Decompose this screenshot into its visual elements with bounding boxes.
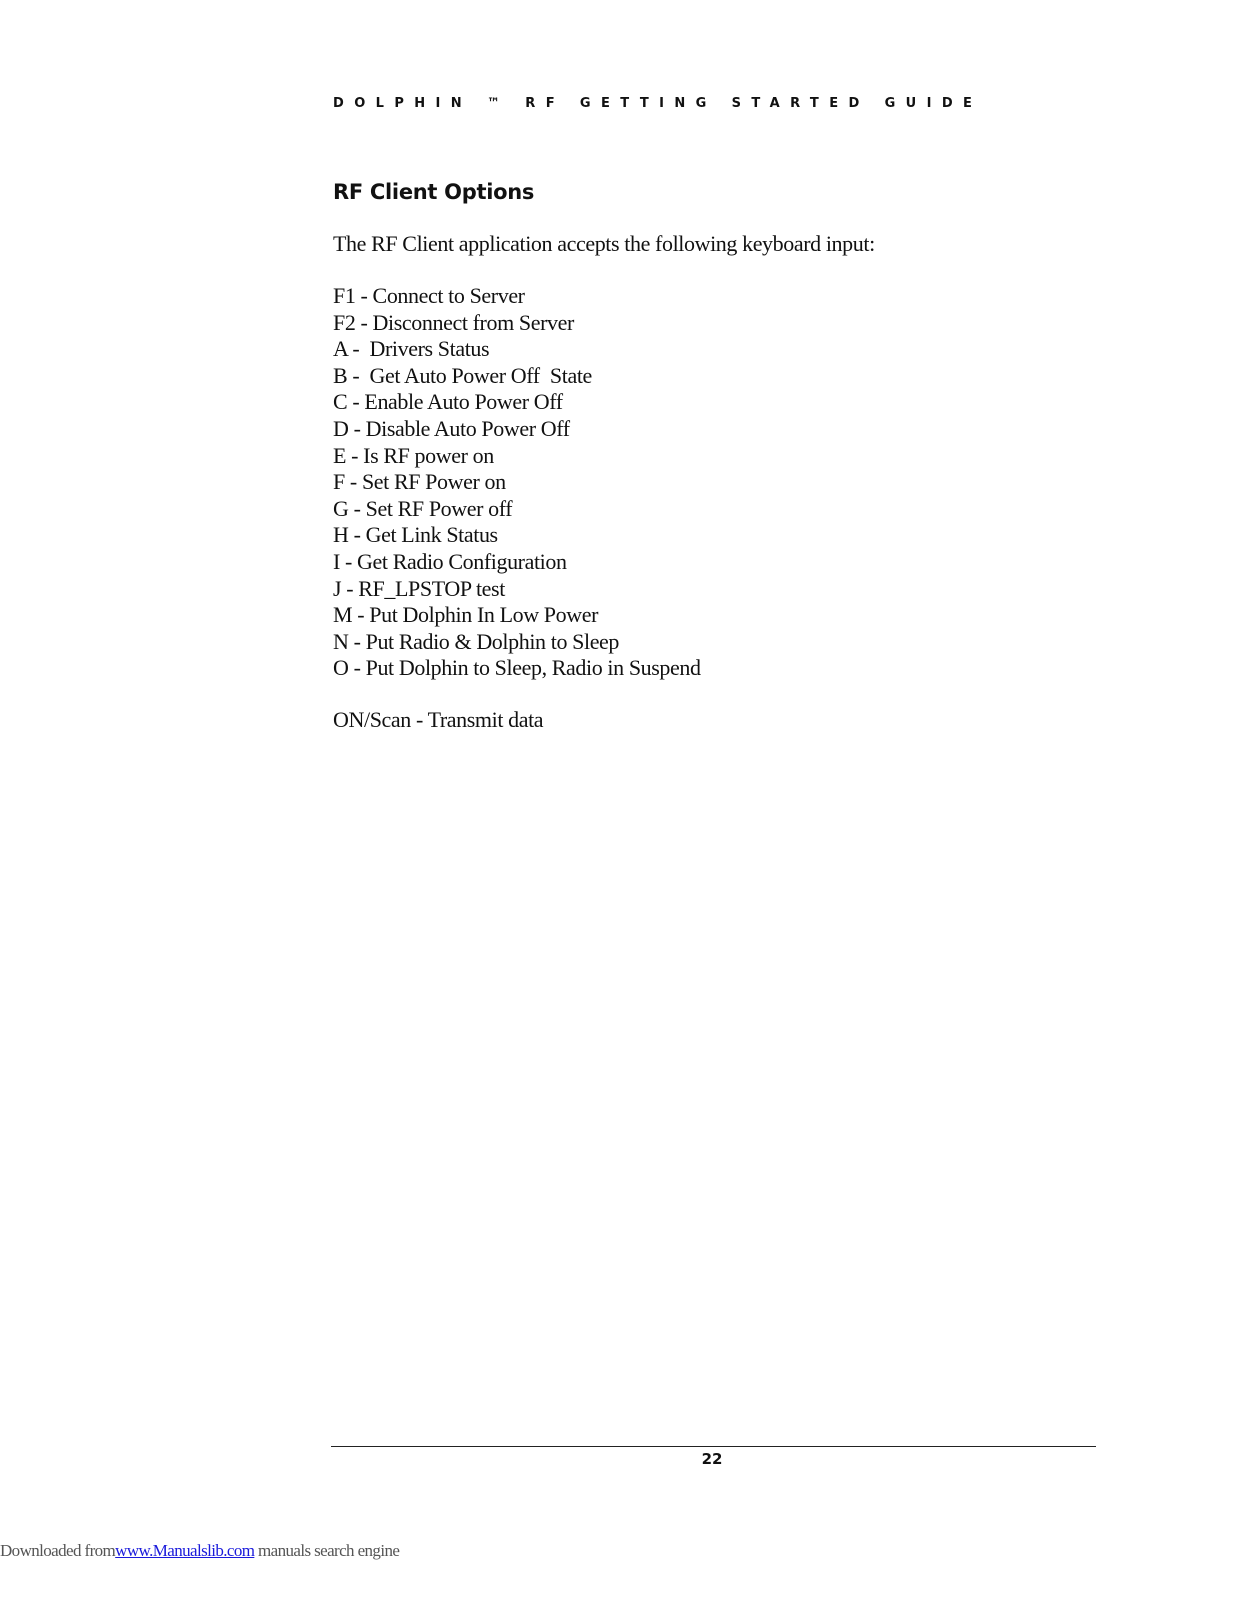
list-item: F2 - Disconnect from Server: [333, 309, 574, 335]
page-number: 22: [701, 1450, 723, 1468]
running-header: DOLPHIN ™ RF GETTING STARTED GUIDE: [333, 96, 983, 111]
list-item: J - RF_LPSTOP test: [333, 575, 505, 601]
list-item: D - Disable Auto Power Off: [333, 415, 570, 441]
list-item: B - Get Auto Power Off State: [333, 362, 592, 388]
keyboard-input-list: [333, 283, 701, 682]
list-item: G - Set RF Power off: [333, 495, 513, 521]
download-watermark: [0, 1541, 399, 1561]
list-item: H - Get Link Status: [333, 522, 498, 548]
list-item: F - Set RF Power on: [333, 469, 506, 495]
list-item: C - Enable Auto Power Off: [333, 389, 563, 415]
list-item: E - Is RF power on: [333, 442, 494, 468]
watermark-prefix: Downloaded from: [0, 1541, 116, 1560]
manualslib-link[interactable]: www.Manualslib.com: [115, 1541, 255, 1560]
section-title: RF Client Options: [333, 180, 535, 204]
list-item: I - Get Radio Configuration: [333, 548, 567, 574]
footer-divider: [331, 1446, 1096, 1447]
intro-paragraph: The RF Client application accepts the following keyboard input:: [333, 231, 875, 256]
list-item: N - Put Radio & Dolphin to Sleep: [333, 628, 620, 654]
list-item: F1 - Connect to Server: [333, 283, 525, 308]
transmit-data-line: ON/Scan - Transmit data: [333, 707, 544, 732]
watermark-suffix: manuals search engine: [254, 1541, 400, 1560]
list-item: A - Drivers Status: [333, 336, 490, 362]
list-item: O - Put Dolphin to Sleep, Radio in Suspend: [333, 655, 701, 681]
list-item: M - Put Dolphin In Low Power: [333, 602, 599, 628]
